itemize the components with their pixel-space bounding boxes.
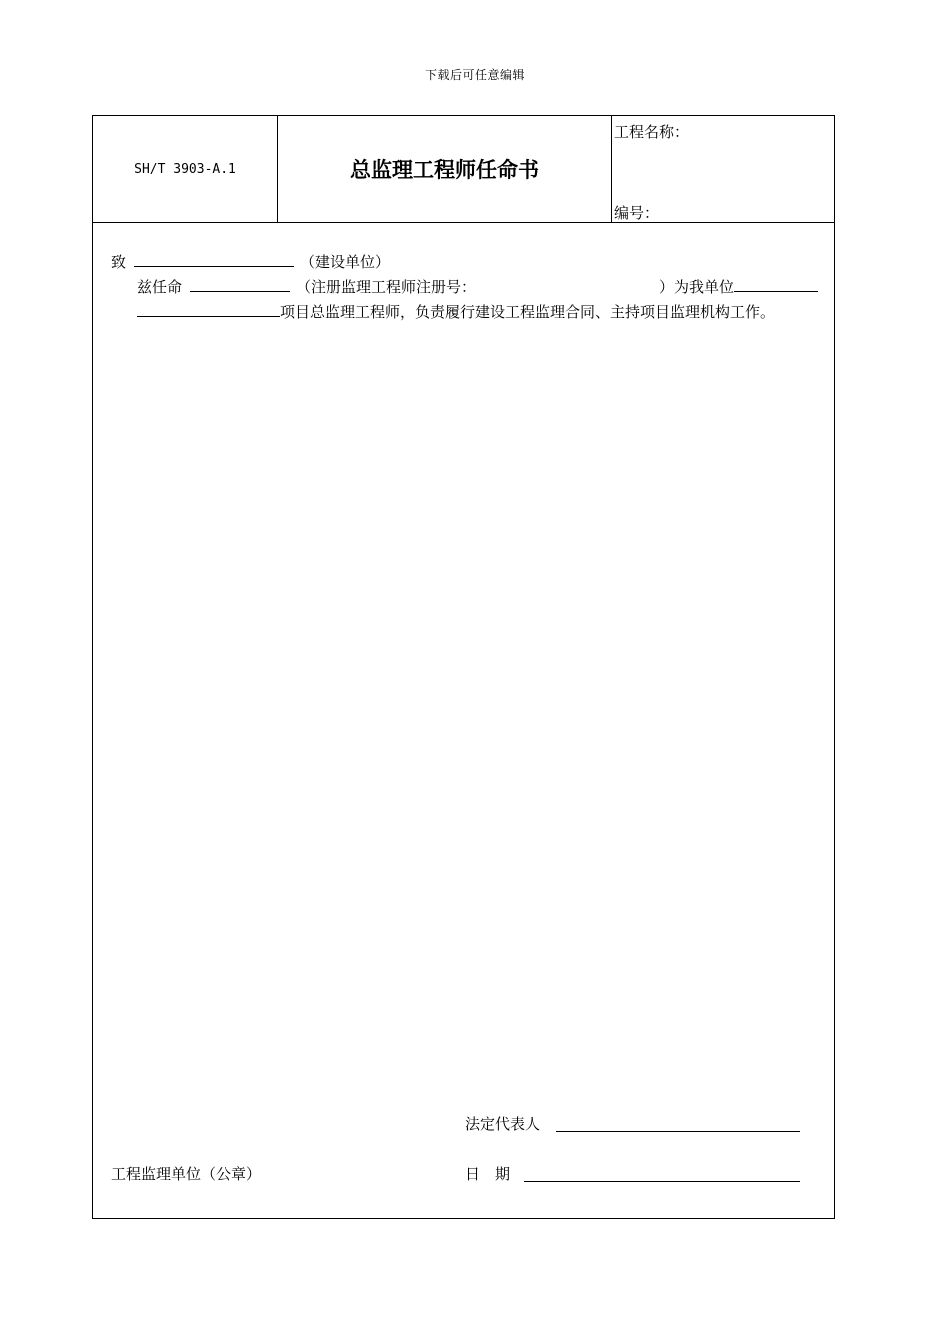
- legal-rep-label: 法定代表人: [465, 1115, 541, 1133]
- appoint-prefix: 兹任命: [137, 278, 183, 296]
- unit-blank[interactable]: [734, 275, 818, 292]
- form-meta-cell: [612, 116, 834, 222]
- to-line: [111, 250, 390, 272]
- reg-no-close: ）为我单位: [659, 278, 735, 296]
- form-code: SH/T 3903-A.1: [93, 116, 278, 222]
- to-prefix: 致: [111, 253, 127, 271]
- duty-text: 项目总监理工程师，负责履行建设工程监理合同、主持项目监理机构工作。: [280, 303, 776, 321]
- date-label: 日 期: [465, 1165, 511, 1183]
- number-label: 编号：: [614, 204, 660, 222]
- project-name-label: 工程名称：: [614, 123, 690, 141]
- date-line[interactable]: [524, 1181, 800, 1182]
- page-header: 下载后可任意编辑: [424, 68, 525, 82]
- form-title: 总监理工程师任命书: [278, 116, 612, 222]
- construction-unit-blank[interactable]: [134, 250, 294, 267]
- form-header: [93, 116, 834, 223]
- appointment-form: [92, 115, 835, 1219]
- duty-line: [137, 300, 775, 322]
- appointee-name-blank[interactable]: [190, 275, 290, 292]
- reg-no-label: （注册监理工程师注册号：: [296, 278, 477, 296]
- supervision-unit-label: 工程监理单位（公章）: [111, 1165, 262, 1183]
- to-suffix: （建设单位）: [300, 253, 391, 271]
- project-name-blank[interactable]: [137, 300, 280, 317]
- legal-rep-signature-line[interactable]: [556, 1131, 800, 1132]
- appoint-line: [137, 275, 476, 297]
- reg-no-close-line: [659, 275, 818, 297]
